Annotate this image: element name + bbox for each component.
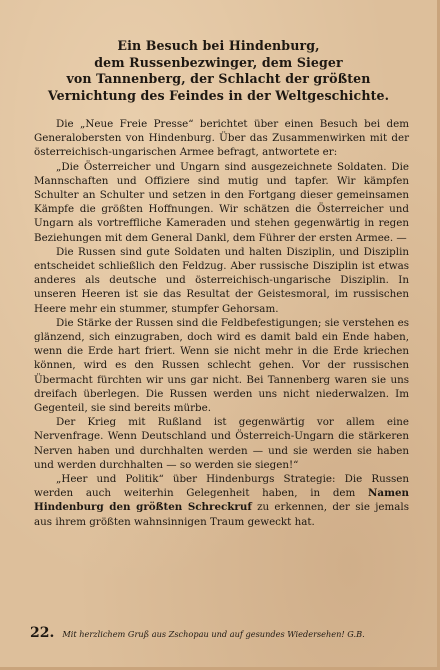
footer	[30, 625, 423, 641]
closing-text: „Heer und Politik“ über Hindenburgs Strategie: Die Russen werden auch weiterhin Gelegenheit haben, in dem	[34, 473, 409, 500]
headline-line: Vernichtung des Feindes in der Weltgeschichte.	[47, 87, 390, 103]
card-number: 22.	[30, 625, 55, 641]
quote-paragraph: „Die Österreicher und Ungarn sind ausgezeichnete Soldaten. Die Mannschaften und Offiziere sind mutig und tapfer. Wir kämpfen Schulter an Schulter und setzen in den Fortgang dieser gemeinsamen Kämpfe die größten Hoffnungen. Wir schätzen die Österreicher und Ungarn als vortreffliche Kameraden und stehen gegenwärtig in regen Beziehungen mit dem General Dankl, dem Führer der ersten Armee. —	[34, 160, 409, 244]
intro-paragraph: Die „Neue Freie Presse“ berichtet über einen Besuch bei dem Generalobersten von Hindenburg. Über das Zusammenwirken mit der österreichisch-ungarischen Armee befragt, antwortete er:	[34, 118, 409, 159]
quote-paragraph: Der Krieg mit Rußland ist gegenwärtig vor allem eine Nervenfrage. Wenn Deutschland und Österreich-Ungarn die stärkeren Nerven haben und durchhalten werden — und sie werden sie haben und werden durchhalten — so werden sie siegen!“	[34, 416, 409, 471]
closing-text: zu erkennen, der sie jemals aus ihrem größten wahnsinnigen Traum geweckt hat.	[34, 501, 409, 528]
handwritten-greeting: Mit herzlichem Gruß aus Zschopau und auf gesundes Wiedersehen! G.B.	[62, 629, 365, 639]
closing-emphasis: Namen Hindenburg den größten Schreckruf	[34, 487, 410, 514]
article-body	[34, 117, 409, 529]
headline-line: von Tannenberg, der Schlacht der größten	[66, 71, 371, 86]
quote-paragraph: Die Russen sind gute Soldaten und halten Disziplin, und Disziplin entscheidet schließlich den Feldzug. Aber russische Disziplin ist etwas anderes als deutsche und österreichisch-ungarische Disziplin. In unseren Heeren ist sie das Resultat der Geistesmoral, im russischen Heere mehr ein stummer, stumpfer Gehorsam.	[34, 245, 409, 315]
quote-paragraph: Die Stärke der Russen sind die Feldbefestigungen; sie verstehen es glänzend, sich einzugraben, doch wird es damit bald ein Ende haben, wenn die Erde hart friert. Wenn sie nicht mehr in die Erde kriechen können, wird es den Russen schlecht gehen. Vor der russischen Übermacht fürchten wir uns gar nicht. Bei Tannenberg waren sie uns dreifach überlegen. Die Russen werden uns nicht niederwalzen. Im Gegenteil, sie sind bereits mürbe.	[34, 316, 410, 415]
closing-paragraph	[34, 472, 409, 529]
headline	[22, 38, 415, 104]
headline-line: Ein Besuch bei Hindenburg,	[117, 38, 320, 53]
headline-line: dem Russenbezwinger, dem Sieger	[94, 54, 343, 70]
